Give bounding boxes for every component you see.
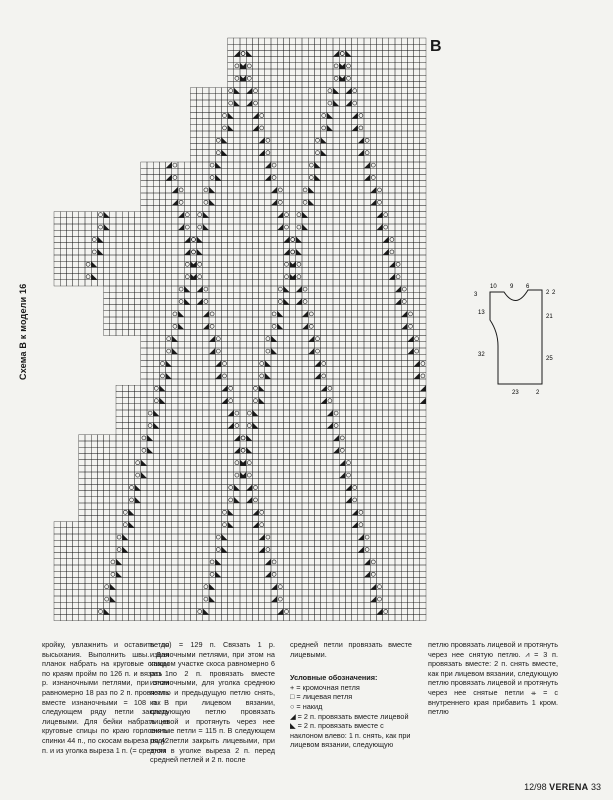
text-column-2 (150, 640, 275, 765)
pattern-outline (468, 280, 568, 400)
pattern-label-2c: 2 (552, 290, 556, 296)
pattern-label-10: 10 (490, 284, 497, 290)
pattern-shape (490, 290, 542, 384)
footer-magazine: VERENA (549, 782, 589, 792)
text-column-3 (290, 640, 412, 750)
pattern-label-23: 23 (512, 390, 519, 396)
garment-pattern-diagram (468, 280, 568, 400)
column-2-text: петля) = 129 п. Связать 1 р. изнаночными петлями, при этом на каждом участке скоса равномерно 6 раз по 2 п. провязать вместе изнаночными, для уголка среднюю петлю и предыдущую петлю снять, как при лицевом вязании, следующую петлю провязать лицевой и протянуть через нее снятые петли = 115 п. В следующем ряду петли закрыть лицевыми, при этом в уголке выреза 2 п. перед средней петлей и 2 п. после (150, 640, 275, 765)
footer-issue: 12/98 (524, 782, 547, 792)
pattern-label-25: 25 (546, 356, 553, 362)
text-column-4 (428, 640, 558, 717)
schema-letter: В (430, 38, 442, 55)
chart-lace-motifs (86, 50, 426, 614)
column-3-text: средней петли провязать вместе лицевыми. (290, 640, 412, 659)
knitting-chart (44, 26, 432, 626)
legend-item-edge: + = кромочная петля (290, 682, 360, 692)
pattern-label-2b: 2 (536, 390, 540, 396)
column-4-text: петлю провязать лицевой и протянуть через нее снятую петлю. ⩘ = 3 п. провязать вместе: 2 п. снять вместе, как при лицевом вязании, следующую петлю провязать лицевой и протянуть через нее снятые петли ⧺ = с внутреннего края прибавить 1 кром. петлю (428, 640, 558, 717)
pattern-label-13: 13 (478, 310, 485, 316)
pattern-label-9: 9 (510, 284, 514, 290)
pattern-label-2: 2 (546, 290, 550, 296)
legend-item-k2tog: ◢ = 2 п. провязать вместе лицевой (290, 711, 409, 721)
chart-cells (54, 38, 426, 621)
legend-title: Условные обозначения: (290, 673, 378, 683)
footer-page: 33 (590, 782, 601, 792)
chart-grid (44, 26, 432, 626)
legend-item-yarnover: ○ = накид (290, 701, 323, 711)
legend-item-knit: □ = лицевая петля (290, 692, 353, 702)
page-footer (524, 782, 601, 792)
legend-item-ssk: ◣ = 2 п. провязать вместе с наклоном влево: 1 п. снять, как при лицевом вязании, следующую (290, 721, 411, 750)
pattern-label-21: 21 (546, 314, 553, 320)
column-1-text: кройку, увлажнить и оставить до высыхания. Выполнить швы. Для планок набрать на круговые спицы по краям пройм по 126 п. и вязать 1 р. изнаночными петлями, при этом равномерно 18 раз по 2 п. провязать вместе изнаночными = 108 п. В следующем ряду петли закрыть лицевыми. Для бейки набрать на круговые спицы по краю горловины спинки 44 п., по скосам выреза по 42 п. и из уголка выреза 1 п. (= средняя (42, 640, 169, 755)
pattern-label-32: 32 (478, 352, 485, 358)
pattern-label-6: 6 (526, 284, 530, 290)
schema-title: Схема В к модели 16 (18, 283, 28, 380)
pattern-label-3: 3 (474, 292, 478, 298)
